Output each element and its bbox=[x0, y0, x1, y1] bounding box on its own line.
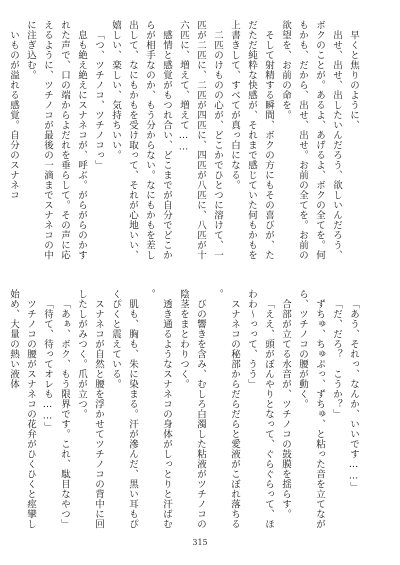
vertical-text-bottom bbox=[8, 289, 362, 531]
page-number: 315 bbox=[192, 538, 208, 547]
paragraph: 出せ、出せ、出したいんだろう、欲しいんだろう、ボクのことが。あるよ、あげるよ、ボクの全てを。何もかも、だから、出せ、出せ。お前の全てを。お前の欲望を、お前の命を。 bbox=[280, 20, 342, 260]
paragraph: 「だ、だろ？ こうか？」 bbox=[331, 298, 342, 419]
paragraph: びの響きを含み、むしろ白濁した粘液がツチノコの陰茎をまとわりつく。 bbox=[178, 289, 206, 529]
paragraph: ツチノコの腰がスナネコの花弁がひくひくと痙攣し始め、大量の熱い液体 bbox=[8, 289, 36, 529]
paragraph: 「あう、それっ、なんか、いいです……」 bbox=[348, 298, 359, 492]
paragraph: 感情と感覚がもつれ合い、どこまでが自分でどこからが相手なのか、もう分からない。なにもかもを差し出して、なにもかもを受け取って、それが心地いい、嬉しい、楽しい、気持ちいい。 bbox=[110, 20, 172, 260]
paragraph: 「つ、ツチノコ、ツチノコっ」 bbox=[93, 29, 104, 170]
vertical-text-top bbox=[8, 20, 362, 262]
paragraph: 二匹のけものの心が、どこかでひとつに溶けて、一匹が二匹に、二匹が四匹に、四匹が八匹に、八匹が十六匹に、増えて、増えて…… bbox=[178, 20, 223, 260]
paragraph: スナネコが自然と腰を浮かせてツチノコの背中に回したしがみつく。爪が立つ。 bbox=[76, 289, 104, 529]
paragraph: 合部が立てる水音が、ツチノコの鼓膜を揺らす。 bbox=[280, 298, 291, 519]
paragraph: 肌も、胸も、朱に染まる。汗が滲んだ、黒い耳もぴくぴくと震えている。 bbox=[110, 289, 138, 529]
paragraph: 早くと焦りのように、 bbox=[348, 29, 359, 130]
text-block-bottom bbox=[8, 289, 362, 531]
paragraph: そして射精する瞬間、ボクの方にもその喜びが、ただただ純粋な快感が、それまで感じていた何もかもを上書きして、すべてが真っ白になる。 bbox=[229, 20, 274, 260]
paragraph: 透き通るようなスナネコの身体がしっとりと汗ばむ。 bbox=[144, 289, 172, 529]
paragraph: 「ええ、頭がぼんやりとなって、ぐらぐらって、ほわわ～っって、うう」 bbox=[246, 289, 274, 529]
text-block-top bbox=[8, 20, 362, 262]
paragraph: 「あぁ、ボク、もう限界です。これ、駄目なやつ」 bbox=[59, 298, 70, 529]
paragraph: 「待て、待ってオレも……」 bbox=[42, 298, 53, 432]
paragraph: ずちゅ、ちゅぷっ、ずちゅ、と粘った音を立てながら、ツチノコの腰が動く。 bbox=[297, 289, 325, 529]
paragraph: いものが溢れる感覚。自分のスナネコ bbox=[8, 29, 19, 200]
paragraph: 息も絶え絶えにスナネコが、呼ぶ。がらがらのかすれた声で、口の端からよだれを垂らして。その声に応えるように、ツチノコが最後の一滴までスナネコの中に注ぎ込む。 bbox=[25, 20, 87, 260]
paragraph: スナネコの秘部からだらだらと愛液がこぼれ落ちる。 bbox=[212, 289, 240, 529]
